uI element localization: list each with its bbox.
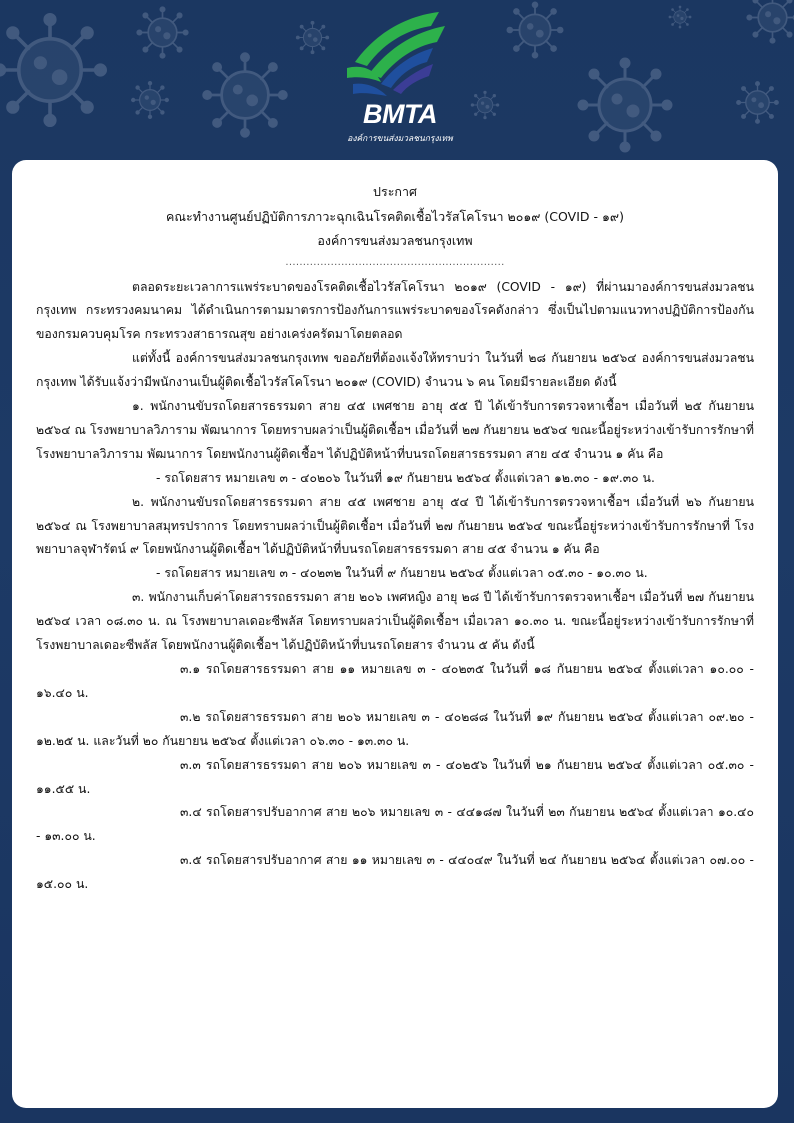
virus-icon xyxy=(735,80,780,125)
virus-icon xyxy=(575,55,675,155)
case-2-paragraph: ๒. พนักงานขับรถโดยสารธรรมดา สาย ๔๕ เพศชาย อายุ ๕๔ ปี ได้เข้ารับการตรวจหาเชื้อฯ เมื่อวันที่ ๒๖ กันยายน ๒๕๖๔ ณ โรงพยาบาลสมุทรปราการ โดยทราบผลว่าเป็นผู้ติดเชื้อฯ เมื่อวันที่ ๒๗ กันยายน ๒๕๖๔ ขณะนี้อยู่ระหว่างเข้ารับการรักษาที่ โรงพยาบาลจุฬารัตน์ ๙ โดยพนักงานผู้ติดเชื้อฯ ได้ปฏิบัติหน้าที่บนรถโดยสารธรรมดา สาย ๔๕ จำนวน ๑ คัน คือ xyxy=(36,494,754,557)
virus-icon xyxy=(295,20,330,55)
separator: ............................................................... xyxy=(285,256,505,268)
virus-icon xyxy=(505,0,565,60)
virus-icon xyxy=(0,10,110,130)
organization-name: องค์การขนส่งมวลชนกรุงเทพ xyxy=(317,233,473,248)
virus-icon xyxy=(668,5,692,29)
case-3-item: ๓.๑ รถโดยสารธรรมดา สาย ๑๑ หมายเลข ๓ - ๔๐๒๓๕ ในวันที่ ๑๘ กันยายน ๒๕๖๔ ตั้งแต่เวลา ๑๐.๐๐ - ๑๖.๔๐ น. xyxy=(36,662,754,700)
announcement-body xyxy=(36,276,754,898)
virus-icon xyxy=(130,80,170,120)
case-3-item: ๓.๓ รถโดยสารธรรมดา สาย ๒๐๖ หมายเลข ๓ - ๔๐๒๕๖ ในวันที่ ๒๑ กันยายน ๒๕๖๔ ตั้งแต่เวลา ๐๕.๓๐ - ๑๑.๕๕ น. xyxy=(36,757,754,796)
case-3-item: ๓.๔ รถโดยสารปรับอากาศ สาย ๒๐๖ หมายเลข ๓ - ๔๔๑๘๗ ในวันที่ ๒๓ กันยายน ๒๕๖๔ ตั้งแต่เวลา ๑๐.๔๐ - ๑๓.๐๐ น. xyxy=(36,805,754,844)
announcement-header xyxy=(36,180,754,254)
case-3-item: ๓.๒ รถโดยสารธรรมดา สาย ๒๐๖ หมายเลข ๓ - ๔๐๒๘๘ ในวันที่ ๑๙ กันยายน ๒๕๖๔ ตั้งแต่เวลา ๐๙.๒๐ - ๑๒.๒๕ น. และวันที่ ๒๐ กันยายน ๒๕๖๔ ตั้งแต่เวลา ๐๖.๓๐ - ๑๓.๓๐ น. xyxy=(36,709,754,748)
bmta-emblem-icon xyxy=(335,4,465,99)
announcement-label: ประกาศ xyxy=(373,184,417,199)
virus-icon xyxy=(200,50,290,140)
case-1-bus: - รถโดยสาร หมายเลข ๓ - ๔๐๒๐๖ ในวันที่ ๑๙ กันยายน ๒๕๖๔ ตั้งแต่เวลา ๑๒.๓๐ - ๑๙.๓๐ น. xyxy=(156,470,655,485)
announcement-card xyxy=(12,160,778,1108)
virus-icon xyxy=(470,90,500,120)
case-1-paragraph: ๑. พนักงานขับรถโดยสารธรรมดา สาย ๔๕ เพศชาย อายุ ๕๕ ปี ได้เข้ารับการตรวจหาเชื้อฯ เมื่อวันที่ ๒๕ กันยายน ๒๕๖๔ ณ โรงพยาบาลวิภาราม พัฒนาการ โดยทราบผลว่าเป็นผู้ติดเชื้อฯ เมื่อวันที่ ๒๗ กันยายน ๒๕๖๔ ขณะนี้อยู่ระหว่างเข้ารับการรักษาที่ โรงพยาบาลวิภาราม พัฒนาการ โดยพนักงานผู้ติดเชื้อฯ ได้ปฏิบัติหน้าที่บนรถโดยสารธรรมดา สาย ๔๕ จำนวน ๑ คัน คือ xyxy=(36,399,754,461)
logo-wordmark: BMTA xyxy=(363,99,437,129)
case-3-item: ๓.๕ รถโดยสารปรับอากาศ สาย ๑๑ หมายเลข ๓ - ๔๔๐๔๙ ในวันที่ ๒๔ กันยายน ๒๕๖๔ ตั้งแต่เวลา ๐๗.๐๐ - ๑๕.๐๐ น. xyxy=(36,853,754,892)
committee-title: คณะทำงานศูนย์ปฏิบัติการภาวะฉุกเฉินโรคติดเชื้อไวรัสโคโรนา ๒๐๑๙ (COVID - ๑๙) xyxy=(166,208,624,224)
intro-paragraph: ตลอดระยะเวลาการแพร่ระบาดของโรคติดเชื้อไวรัสโคโรนา ๒๐๑๙ (COVID - ๑๙) ที่ผ่านมาองค์การขนส่งมวลชนกรุงเทพ กระทรวงคมนาคม ได้ดำเนินการตามมาตรการป้องกันการแพร่ระบาดของโรคดังกล่าว ซึ่งเป็นไปตามแนวทางปฏิบัติการป้องกันของกรมควบคุมโรค กระทรวงสาธารณสุข อย่างเคร่งครัดมาโดยตลอด xyxy=(36,279,754,342)
virus-icon xyxy=(135,5,190,60)
virus-icon xyxy=(745,0,794,45)
case-3-paragraph: ๓. พนักงานเก็บค่าโดยสารรถธรรมดา สาย ๒๐๖ เพศหญิง อายุ ๒๘ ปี ได้เข้ารับการตรวจหาเชื้อฯ เมื่อวันที่ ๒๗ กันยายน ๒๕๖๔ เวลา ๐๘.๓๐ น. ณ โรงพยาบาลเดอะซีพลัส โดยทราบผลว่าเป็นผู้ติดเชื้อฯ เมื่อเวลา ๑๐.๓๐ น. ขณะนี้อยู่ระหว่างเข้ารับการรักษาที่ โรงพยาบาลเดอะซีพลัส โดยพนักงานผู้ติดเชื้อฯ ได้ปฏิบัติหน้าที่บนรถโดยสาร จำนวน ๕ คัน ดังนี้ xyxy=(36,590,754,653)
logo-org-name: องค์การขนส่งมวลชนกรุงเทพ xyxy=(347,134,453,144)
case-2-bus: - รถโดยสาร หมายเลข ๓ - ๔๐๒๓๒ ในวันที่ ๙ กันยายน ๒๕๖๔ ตั้งแต่เวลา ๐๕.๓๐ - ๑๐.๓๐ น. xyxy=(156,566,648,581)
bmta-logo xyxy=(335,4,465,146)
notice-paragraph: แต่ทั้งนี้ องค์การขนส่งมวลชนกรุงเทพ ขออภัยที่ต้องแจ้งให้ทราบว่า ในวันที่ ๒๘ กันยายน ๒๕๖๔ องค์การขนส่งมวลชนกรุงเทพ ได้รับแจ้งว่ามีพนักงานเป็นผู้ติดเชื้อไวรัสโคโรนา ๒๐๑๙ (COVID) จำนวน ๖ คน โดยมีรายละเอียด ดังนี้ xyxy=(36,351,754,390)
